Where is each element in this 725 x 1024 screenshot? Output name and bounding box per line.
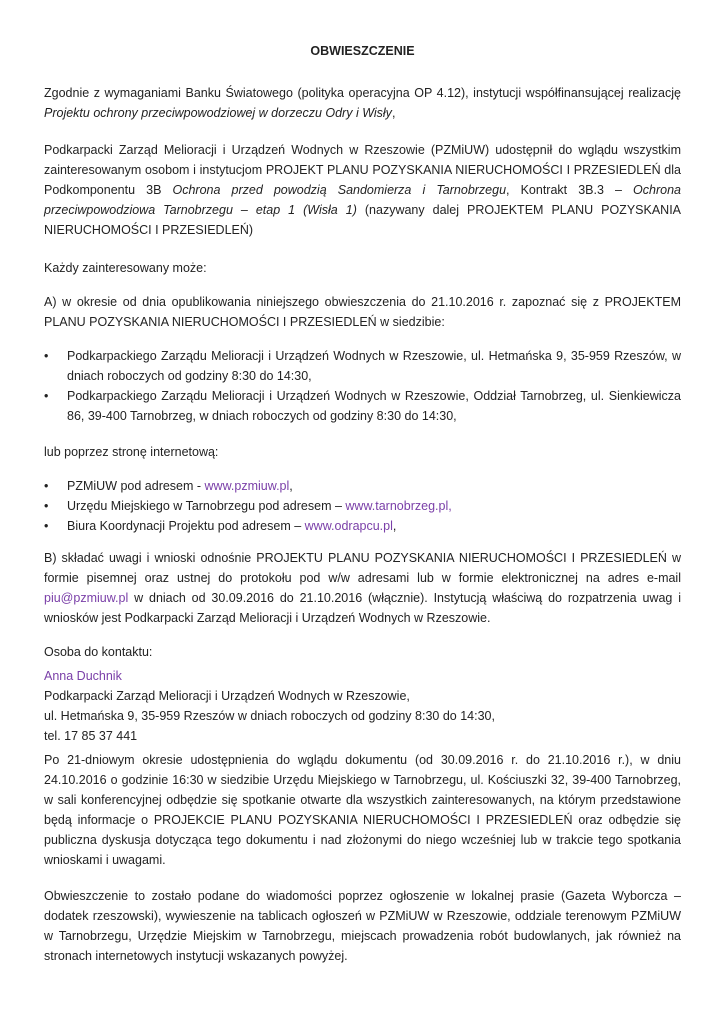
link-tarnobrzeg[interactable]: www.tarnobrzeg.pl, <box>345 499 452 513</box>
option-b-text-a: B) składać uwagi i wnioski odnośnie PROJEKTU PLANU POZYSKANIA NIERUCHOMOŚCI I PRZESIEDLEŃ w formie pisemnej oraz ustnej do protokołu pod w/w adresami lub w formie elektronicznej na adres e-mail <box>44 551 681 585</box>
paragraph-option-b <box>44 548 681 628</box>
paragraph-project <box>44 140 681 240</box>
project-subcomponent: Ochrona przed powodzią Sandomierza i Tarnobrzegu <box>172 183 507 197</box>
paragraph-website: lub poprzez stronę internetową: <box>44 445 219 459</box>
website-label: Urzędu Miejskiego w Tarnobrzegu pod adresem – <box>67 499 346 513</box>
project-contract-name: Ochrona przeciwpowodziowa Tarnobrzegu – etap 1 (Wisła 1) <box>44 183 681 217</box>
list-end: , <box>289 479 293 493</box>
intro-end: , <box>391 106 396 120</box>
list-item <box>44 476 681 496</box>
paragraph-option-a: A) w okresie od dnia opublikowania niniejszego obwieszczenia do 21.10.2016 r. zapoznać się z PROJEKTEM PLANU POZYSKANIA NIERUCHOMOŚCI I PRZESIEDLEŃ w siedzibie: <box>44 295 681 329</box>
contact-phone: tel. 17 85 37 441 <box>44 729 138 743</box>
project-text-e: (nazywany dalej PROJEKTEM PLANU POZYSKANIA NIERUCHOMOŚCI I PRZESIEDLEŃ) <box>44 203 682 237</box>
email-link[interactable]: piu@pzmiuw.pl <box>44 591 129 605</box>
paragraph-publication: Obwieszczenie to zostało podane do wiadomości poprzez ogłoszenie w lokalnej prasie (Gazeta Wyborcza – dodatek rzeszowski), wywieszenie na tablicach ogłoszeń w PZMiUW w Rzeszowie, oddziale terenowym PZMiUW w Tarnobrzegu, Urzędzie Miejskim w Tarnobrzegu, miejscach prowadzenia robót budowlanych, jak również na stronach internetowych instytucji wskazanych powyżej. <box>44 889 681 963</box>
contact-address: ul. Hetmańska 9, 35-959 Rzeszów w dniach roboczych od godziny 8:30 do 14:30, <box>44 709 495 723</box>
list-item: • Podkarpackiego Zarządu Melioracji i Urządzeń Wodnych w Rzeszowie, ul. Hetmańska 9, 35-959 Rzeszów, w dniach roboczych od godziny 8:30 do 14:30, <box>44 346 681 386</box>
contact-block <box>44 666 681 746</box>
contact-heading: Osoba do kontaktu: <box>44 645 153 659</box>
office-list <box>44 346 681 426</box>
project-text-c: , Kontrakt 3B.3 – <box>506 183 634 197</box>
website-label: Biura Koordynacji Projektu pod adresem – <box>67 519 305 533</box>
paragraph-meeting: Po 21-dniowym okresie udostępnienia do wglądu dokumentu (od 30.09.2016 r. do 21.10.2016 r.), w dniu 24.10.2016 o godzinie 16:30 w siedzibie Urzędu Miejskiego w Tarnobrzegu, ul. Kościuszki 32, 39-400 Tarnobrzeg, w sali konferencyjnej odbędzie się spotkanie otwarte dla wszystkich zainteresowanych, na którym przedstawione będą informacje o PROJEKCIE PLANU POZYSKANIA NIERUCHOMOŚCI I PRZESIEDLEŃ oraz odbędzie się publiczna dyskusja dotycząca tego dokumentu i nad złożonymi do niego wcześniej lub w trakcie tego spotkania wnioskami i uwagami. <box>44 753 681 867</box>
document-title: OBWIESZCZENIE <box>310 44 415 58</box>
website-label: PZMiUW pod adresem - <box>67 479 205 493</box>
paragraph-intro <box>44 83 681 123</box>
paragraph-anyone: Każdy zainteresowany może: <box>44 261 207 275</box>
website-list <box>44 476 681 536</box>
contact-name[interactable]: Anna Duchnik <box>44 669 122 683</box>
link-odrapcu[interactable]: www.odrapcu.pl <box>304 519 393 533</box>
option-b-text-b: w dniach od 30.09.2016 do 21.10.2016 (włącznie). Instytucją właściwą do rozpatrzenia uwag i wniosków jest Podkarpacki Zarząd Melioracji i Urządzeń Wodnych w Rzeszowie. <box>44 591 681 625</box>
list-item <box>44 516 681 536</box>
link-pzmiuw[interactable]: www.pzmiuw.pl <box>204 479 290 493</box>
list-item: • Podkarpackiego Zarządu Melioracji i Urządzeń Wodnych w Rzeszowie, Oddział Tarnobrzeg, ul. Sienkiewicza 86, 39-400 Tarnobrzeg, w dniach roboczych od godziny 8:30 do 14:30, <box>44 386 681 426</box>
project-text-a: Podkarpacki Zarząd Melioracji i Urządzeń Wodnych w Rzeszowie (PZMiUW) udostępnił do wglądu wszystkim zainteresowanym osobom i instytucjom PROJEKT PLANU POZYSKANIA NIERUCHOMOŚCI I PRZESIEDLEŃ dla Podkomponentu 3B <box>44 143 681 197</box>
intro-project-name: Projektu ochrony przeciwpowodziowej w dorzeczu Odry i Wisły <box>44 106 392 120</box>
list-item <box>44 496 681 516</box>
list-end: , <box>392 519 397 533</box>
intro-text: Zgodnie z wymaganiami Banku Światowego (polityka operacyjna OP 4.12), instytucji współfinansującej realizację <box>44 86 681 100</box>
contact-institution: Podkarpacki Zarząd Melioracji i Urządzeń Wodnych w Rzeszowie, <box>44 689 410 703</box>
